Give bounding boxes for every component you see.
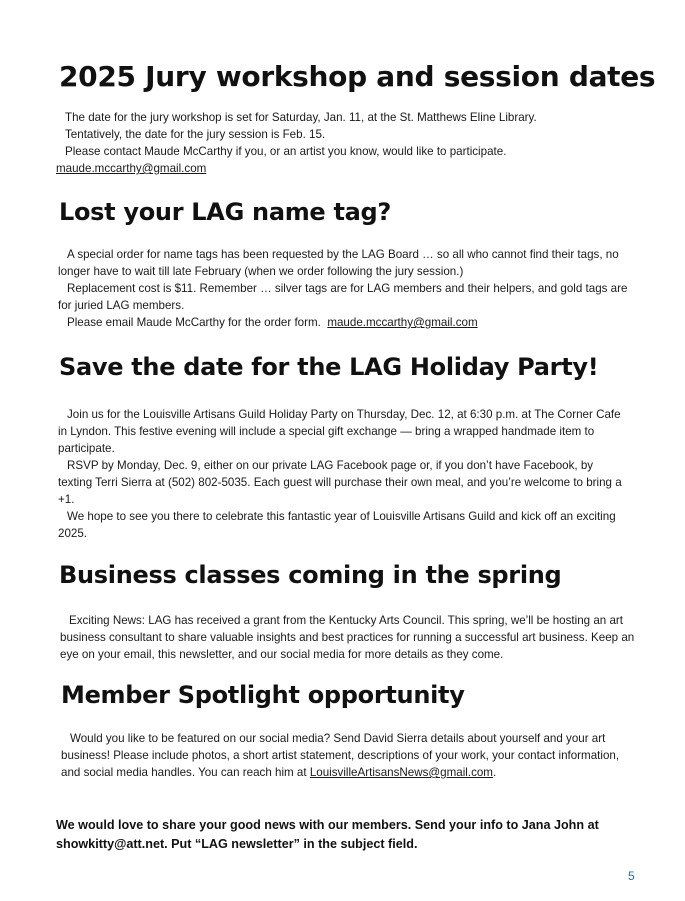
email-link-newsletter[interactable]: LouisvilleArtisansNews@gmail.com [309,766,493,779]
paragraph: Exciting News: LAG has received a grant from the Kentucky Arts Council. This spring, we’ll be hosting an art business consultant to share valuable insights and best practices for running a successful art business. Keep an eye on your email, this newsletter, and our social media for more details as they come. [60,614,635,661]
paragraph-end: . [492,766,497,779]
paragraph: Replacement cost is $11. Remember … silver tags are for LAG members and their helpers, and gold tags are for juried LAG members. [58,282,628,312]
paragraph: Tentatively, the date for the jury session is Feb. 15. [65,128,326,141]
section-body-member-spotlight [61,730,626,781]
section-heading-business-classes: Business classes coming in the spring [59,561,562,589]
email-link-maude[interactable]: maude.mccarthy@gmail.com [56,162,207,175]
paragraph: We hope to see you there to celebrate this fantastic year of Louisville Artisans Guild and kick off an exciting 2025. [58,510,616,540]
section-body-business-classes [60,612,638,663]
section-body-name-tag [58,246,638,331]
section-body-jury [56,109,646,177]
paragraph: A special order for name tags has been requested by the LAG Board … so all who cannot find their tags, no longer have to wait till late February (when we order following the jury session.) [58,248,619,278]
paragraph [58,314,638,331]
paragraph: Please contact Maude McCarthy if you, or an artist you know, would like to participate. [65,145,507,158]
page-number: 5 [628,869,635,883]
section-heading-member-spotlight: Member Spotlight opportunity [61,681,465,709]
paragraph [61,730,626,781]
paragraph-text: Would you like to be featured on our social media? Send David Sierra details about yourself and your art business! Please include photos, a short artist statement, descriptions of your work, your contact information, and social media handles. You can reach him at [61,732,620,779]
section-heading-holiday-party: Save the date for the LAG Holiday Party! [59,353,599,381]
section-heading-jury: 2025 Jury workshop and session dates [59,60,656,93]
email-link-maude-order[interactable]: maude.mccarthy@gmail.com [327,316,478,329]
paragraph: RSVP by Monday, Dec. 9, either on our private LAG Facebook page or, if you don’t have Facebook, by texting Terri Sierra at (502) 802-5035. Each guest will purchase their own meal, and you’re welcome to bring a +1. [58,459,622,506]
section-body-holiday-party [58,406,623,542]
section-heading-name-tag: Lost your LAG name tag? [59,198,392,226]
paragraph-text: Please email Maude McCarthy for the order form. [67,316,321,329]
paragraph: Join us for the Louisville Artisans Guild Holiday Party on Thursday, Dec. 12, at 6:30 p.m. at The Corner Cafe in Lyndon. This festive evening will include a special gift exchange — bring a wrapped handmade item to participate. [58,408,621,455]
paragraph: The date for the jury workshop is set for Saturday, Jan. 11, at the St. Matthews Eline Library. [65,111,537,124]
footer-note: We would love to share your good news with our members. Send your info to Jana John at showkitty@att.net. Put “LAG newsletter” in the subject field. [56,818,599,851]
